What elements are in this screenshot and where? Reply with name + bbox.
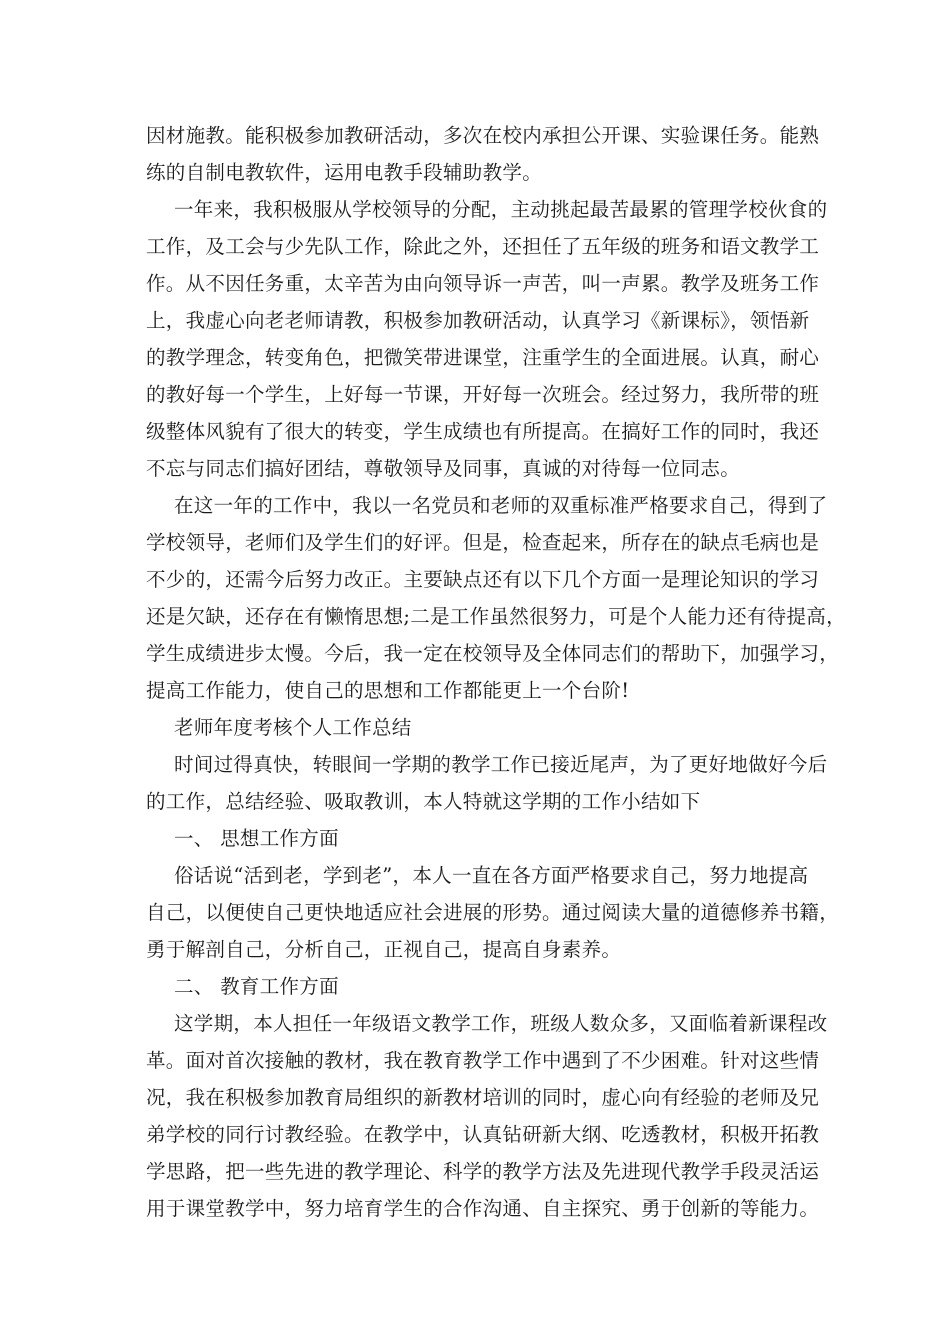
text-line: 这学期，本人担任一年级语文教学工作，班级人数众多，又面临着新课程改 [174, 1012, 828, 1035]
text-line: 况，我在积极参加教育局组织的新教材培训的同时，虚心向有经验的老师及兄 [146, 1086, 820, 1109]
text-line: 不少的，还需今后努力改正。主要缺点还有以下几个方面一是理论知识的学习 [146, 568, 820, 591]
text-line: 俗话说“活到老，学到老”，本人一直在各方面严格要求自己，努力地提高 [174, 864, 809, 887]
text-line: 在这一年的工作中，我以一名党员和老师的双重标准严格要求自己，得到了 [174, 494, 828, 517]
section-title: 老师年度考核个人工作总结 [174, 716, 412, 739]
section-heading: 一、 思想工作方面 [174, 827, 339, 850]
text-line: 学校领导，老师们及学生们的好评。但是，检查起来，所存在的缺点毛病也是 [146, 531, 820, 554]
text-line: 提高工作能力，使自己的思想和工作都能更上一个台阶! [146, 679, 630, 702]
text-line: 练的自制电教软件，运用电教手段辅助教学。 [146, 161, 543, 184]
text-line: 作。从不因任务重，太辛苦为由向领导诉一声苦，叫一声累。教学及班务工作 [146, 272, 820, 295]
text-line: 自己，以便使自己更快地适应社会进展的形势。通过阅读大量的道德修养书籍， [146, 901, 840, 924]
text-line: 的教好每一个学生，上好每一节课，开好每一次班会。经过努力，我所带的班 [146, 383, 820, 406]
text-line: 时间过得真快，转眼间一学期的教学工作已接近尾声，为了更好地做好今后 [174, 753, 828, 776]
text-line: 学生成绩进步太慢。今后，我一定在校领导及全体同志们的帮助下，加强学习， [146, 642, 840, 665]
text-line: 弟学校的同行讨教经验。在教学中，认真钻研新大纲、吃透教材，积极开拓教 [146, 1123, 820, 1146]
text-line: 用于课堂教学中，努力培育学生的合作沟通、自主探究、勇于创新的等能力。 [146, 1197, 820, 1220]
text-line: 学思路，把一些先进的教学理论、科学的教学方法及先进现代教学手段灵活运 [146, 1160, 820, 1183]
text-line: 不忘与同志们搞好团结，尊敬领导及同事，真诚的对待每一位同志。 [146, 457, 741, 480]
text-line: 级整体风貌有了很大的转变，学生成绩也有所提高。在搞好工作的同时，我还 [146, 420, 820, 443]
text-line: 一年来，我积极服从学校领导的分配，主动挑起最苦最累的管理学校伙食的 [174, 198, 828, 221]
text-line: 工作，及工会与少先队工作，除此之外，还担任了五年级的班务和语文教学工 [146, 235, 820, 258]
text-line: 还是欠缺，还存在有懒惰思想;二是工作虽然很努力，可是个人能力还有待提高， [146, 605, 846, 628]
text-line: 的工作，总结经验、吸取教训，本人特就这学期的工作小结如下 [146, 790, 701, 813]
text-line: 上，我虚心向老老师请教，积极参加教研活动，认真学习《新课标》，领悟新 [146, 309, 810, 332]
text-line: 的教学理念，转变角色，把微笑带进课堂，注重学生的全面进展。认真，耐心 [146, 346, 820, 369]
text-line: 勇于解剖自己，分析自己，正视自己，提高自身素养。 [146, 938, 622, 961]
section-heading: 二、 教育工作方面 [174, 975, 339, 998]
text-line: 革。面对首次接触的教材，我在教育教学工作中遇到了不少困难。针对这些情 [146, 1049, 820, 1072]
text-line: 因材施教。能积极参加教研活动，多次在校内承担公开课、实验课任务。能熟 [146, 124, 820, 147]
